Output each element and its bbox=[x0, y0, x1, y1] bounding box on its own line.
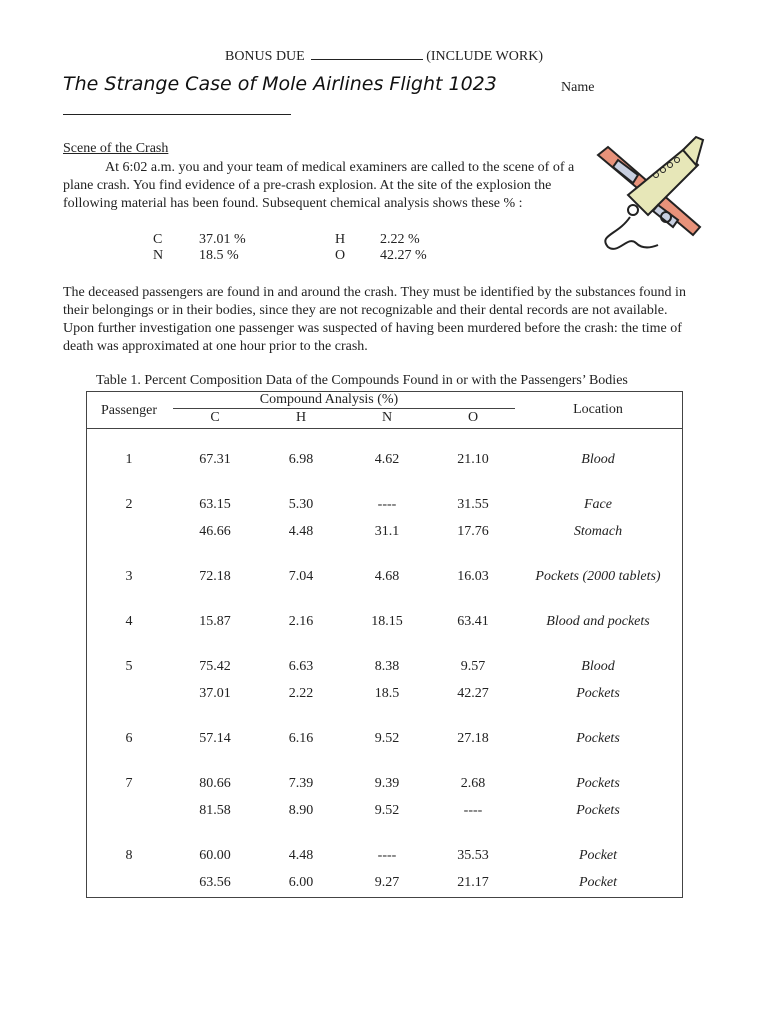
location-value: Pockets bbox=[576, 803, 620, 818]
n-value: 31.1 bbox=[374, 524, 400, 539]
location-value: Pockets bbox=[576, 776, 620, 791]
table-row bbox=[87, 491, 682, 518]
location-value: Blood and pockets bbox=[546, 614, 650, 629]
h-value: 4.48 bbox=[288, 848, 314, 863]
location-value: Blood bbox=[581, 659, 615, 674]
element-symbol: C bbox=[153, 232, 163, 247]
h-value: 6.98 bbox=[288, 452, 314, 467]
passenger-number: 3 bbox=[125, 569, 133, 584]
n-value: ---- bbox=[377, 848, 397, 863]
c-value: 81.58 bbox=[199, 803, 231, 818]
n-value: 18.15 bbox=[371, 614, 403, 629]
n-value: 9.52 bbox=[374, 731, 400, 746]
table-row bbox=[87, 725, 682, 752]
h-value: 7.39 bbox=[288, 776, 314, 791]
c-value: 80.66 bbox=[199, 776, 231, 791]
o-value: 21.17 bbox=[457, 875, 489, 890]
passenger-number: 4 bbox=[125, 614, 133, 629]
h-value: 5.30 bbox=[288, 497, 314, 512]
element-value: 37.01 % bbox=[199, 232, 246, 247]
o-value: 27.18 bbox=[457, 731, 489, 746]
passenger-number: 2 bbox=[125, 497, 133, 512]
table-row bbox=[87, 842, 682, 869]
table-caption: Table 1. Percent Composition Data of the Compounds Found in or with the Passengers’ Bodies bbox=[96, 373, 628, 388]
o-value: 42.27 bbox=[457, 686, 489, 701]
passenger-group bbox=[87, 446, 682, 473]
passenger-group bbox=[87, 653, 682, 707]
c-value: 60.00 bbox=[199, 848, 231, 863]
passenger-number: 1 bbox=[125, 452, 133, 467]
h-value: 6.16 bbox=[288, 731, 314, 746]
n-value: ---- bbox=[377, 497, 397, 512]
passenger-group bbox=[87, 842, 682, 896]
header-location: Location bbox=[573, 402, 623, 417]
n-value: 8.38 bbox=[374, 659, 400, 674]
location-value: Blood bbox=[581, 452, 615, 467]
o-value: 31.55 bbox=[457, 497, 489, 512]
location-value: Pocket bbox=[578, 848, 618, 863]
h-value: 7.04 bbox=[288, 569, 314, 584]
header-h: H bbox=[295, 410, 307, 425]
n-value: 4.62 bbox=[374, 452, 400, 467]
table-row bbox=[87, 770, 682, 797]
header-passenger: Passenger bbox=[101, 403, 157, 418]
name-label: Name bbox=[561, 80, 595, 95]
passenger-group bbox=[87, 725, 682, 752]
element-value: 18.5 % bbox=[199, 248, 239, 263]
bonus-due-line bbox=[0, 47, 768, 65]
element-value: 2.22 % bbox=[380, 232, 420, 247]
o-value: 21.10 bbox=[457, 452, 489, 467]
element-symbol: N bbox=[153, 248, 164, 263]
n-value: 18.5 bbox=[374, 686, 400, 701]
header-compound-analysis: Compound Analysis (%) bbox=[259, 392, 399, 407]
location-value: Stomach bbox=[573, 524, 623, 539]
c-value: 57.14 bbox=[199, 731, 231, 746]
location-value: Pocket bbox=[578, 875, 618, 890]
table-row bbox=[87, 446, 682, 473]
o-value: 2.68 bbox=[460, 776, 486, 791]
o-value: 9.57 bbox=[460, 659, 486, 674]
page-title: The Strange Case of Mole Airlines Flight 1023 bbox=[63, 73, 497, 95]
passenger-number: 7 bbox=[125, 776, 133, 791]
location-value: Pockets bbox=[576, 731, 620, 746]
c-value: 75.42 bbox=[199, 659, 231, 674]
location-value: Face bbox=[584, 497, 612, 512]
passenger-group bbox=[87, 491, 682, 545]
o-value: 35.53 bbox=[457, 848, 489, 863]
composition-table bbox=[86, 391, 683, 898]
passenger-number: 6 bbox=[125, 731, 133, 746]
h-value: 6.00 bbox=[288, 875, 314, 890]
c-value: 63.56 bbox=[199, 875, 231, 890]
element-symbol: H bbox=[335, 232, 346, 247]
bonus-label: BONUS DUE bbox=[224, 49, 305, 64]
h-value: 4.48 bbox=[288, 524, 314, 539]
passenger-group bbox=[87, 770, 682, 824]
h-value: 6.63 bbox=[288, 659, 314, 674]
passenger-number: 5 bbox=[125, 659, 133, 674]
location-value: Pockets (2000 tablets) bbox=[535, 569, 661, 584]
include-work-note: (INCLUDE WORK) bbox=[426, 49, 543, 64]
table-body bbox=[87, 446, 682, 914]
passengers-paragraph: The deceased passengers are found in and around the crash. They must be identified by the substances found in their belongings or in their bodies, since they are not recognizable and their dental records are not available. Upon further investigation one passenger was suspected of having been murdered before the crash: the time of death was approximated at one hour prior to the crash. bbox=[63, 285, 686, 354]
location-value: Pockets bbox=[576, 686, 620, 701]
o-value: ---- bbox=[463, 803, 483, 818]
header-o: O bbox=[467, 410, 479, 425]
scene-paragraph: At 6:02 a.m. you and your team of medical examiners are called to the scene of of a plane crash. You find evidence of a pre-crash explosion. At the site of the explosion the following material has been found. Subsequent chemical analysis shows these % : bbox=[63, 160, 575, 211]
n-value: 9.39 bbox=[374, 776, 400, 791]
passenger-number: 8 bbox=[125, 848, 133, 863]
header-c: C bbox=[210, 410, 220, 425]
h-value: 2.22 bbox=[288, 686, 314, 701]
passenger-group bbox=[87, 563, 682, 590]
element-value: 42.27 % bbox=[380, 248, 427, 263]
table-row bbox=[87, 653, 682, 680]
element-symbol: O bbox=[335, 248, 346, 263]
o-value: 63.41 bbox=[457, 614, 489, 629]
c-value: 46.66 bbox=[199, 524, 231, 539]
c-value: 67.31 bbox=[199, 452, 231, 467]
table-row bbox=[87, 680, 682, 707]
h-value: 8.90 bbox=[288, 803, 314, 818]
header-rule bbox=[87, 428, 682, 429]
c-value: 72.18 bbox=[199, 569, 231, 584]
h-value: 2.16 bbox=[288, 614, 314, 629]
name-blank[interactable] bbox=[63, 114, 291, 115]
n-value: 4.68 bbox=[374, 569, 400, 584]
table-row bbox=[87, 869, 682, 896]
table-row bbox=[87, 608, 682, 635]
header-divider bbox=[173, 408, 515, 409]
o-value: 17.76 bbox=[457, 524, 489, 539]
section-heading: Scene of the Crash bbox=[63, 141, 169, 156]
o-value: 16.03 bbox=[457, 569, 489, 584]
c-value: 37.01 bbox=[199, 686, 231, 701]
table-row bbox=[87, 518, 682, 545]
n-value: 9.52 bbox=[374, 803, 400, 818]
n-value: 9.27 bbox=[374, 875, 400, 890]
table-row bbox=[87, 797, 682, 824]
airplane-clipart-icon bbox=[588, 135, 718, 255]
table-row bbox=[87, 563, 682, 590]
due-date-blank[interactable] bbox=[311, 47, 423, 60]
c-value: 15.87 bbox=[199, 614, 231, 629]
passenger-group bbox=[87, 608, 682, 635]
c-value: 63.15 bbox=[199, 497, 231, 512]
header-n: N bbox=[381, 410, 393, 425]
